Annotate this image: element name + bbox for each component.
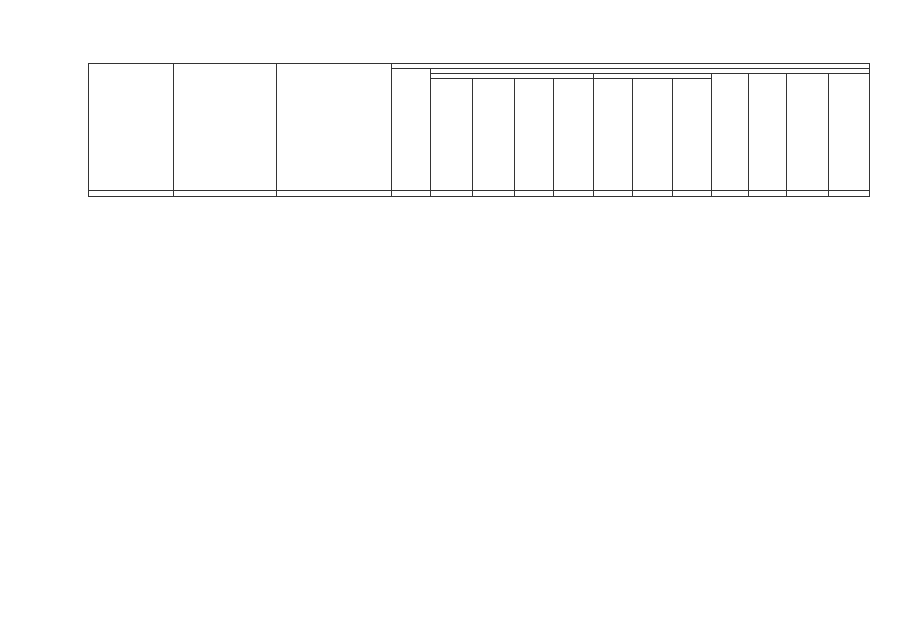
header-2017: [749, 74, 786, 191]
header-2018: [786, 74, 829, 191]
col-num: [473, 191, 515, 197]
header-2015-federal: [593, 79, 632, 191]
col-num: [89, 191, 174, 197]
header-2019: [829, 74, 870, 191]
col-num: [712, 191, 749, 197]
header-status: [89, 64, 174, 191]
col-num: [514, 191, 553, 197]
col-num: [786, 191, 829, 197]
header-2016: [712, 74, 749, 191]
col-num: [391, 191, 430, 197]
header-2014-federal: [473, 79, 515, 191]
budget-table: [88, 63, 870, 197]
col-num: [174, 191, 276, 197]
header-2015-total: [554, 79, 593, 191]
header-program-name: [174, 64, 276, 191]
header-2014-regional: [514, 79, 553, 191]
column-numbers-row: [89, 191, 870, 197]
col-num: [749, 191, 786, 197]
header-2015-regional: [633, 79, 672, 191]
col-num: [672, 191, 711, 197]
header-responsible: [276, 64, 391, 191]
col-num: [633, 191, 672, 197]
col-num: [593, 191, 632, 197]
header-2014-total: [431, 79, 473, 191]
header-2020: [672, 79, 711, 191]
col-num: [276, 191, 391, 197]
col-num: [431, 191, 473, 197]
col-num: [554, 191, 593, 197]
header-total: [391, 69, 430, 191]
budget-table-container: [88, 63, 870, 197]
col-num: [829, 191, 870, 197]
